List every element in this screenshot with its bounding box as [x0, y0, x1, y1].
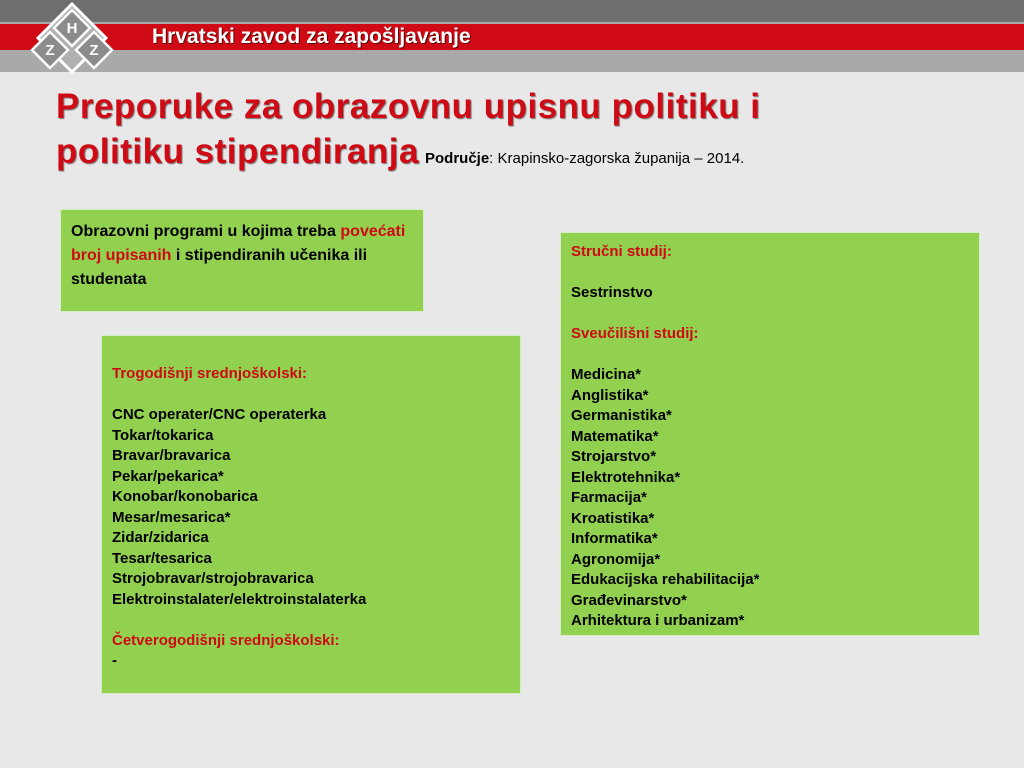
logo-letter-z2: Z: [89, 42, 99, 59]
list-item: Kroatistika*: [571, 509, 655, 527]
list-item: Germanistika*: [571, 407, 672, 424]
list-item: Pekar/pekarica*: [112, 467, 224, 485]
list-item: Anglistika*: [571, 386, 649, 404]
list-item: Konobar/konobarica: [112, 488, 258, 505]
list-item: Sestrinstvo: [571, 284, 653, 301]
list-item: Agronomija*: [571, 550, 661, 568]
list-item: Tesar/tesarica: [112, 549, 212, 567]
four-year-heading: Četverogodišnji srednjoškolski:: [112, 631, 340, 649]
list-item: Mesar/mesarica*: [112, 508, 231, 526]
secondary-school-box: [101, 335, 521, 694]
higher-education-box: [560, 232, 980, 636]
region-value: : Krapinsko-zagorska županija – 2014.: [489, 150, 745, 167]
logo-letter-z1: Z: [45, 42, 55, 59]
list-item: Medicina*: [571, 366, 642, 383]
university-study-heading: Sveučilišni studij:: [571, 325, 699, 342]
list-item: Strojarstvo*: [571, 448, 657, 465]
list-item: Farmacija*: [571, 489, 647, 506]
spacer: [112, 610, 510, 631]
hzz-logo: [20, 2, 124, 74]
org-name: Hrvatski zavod za zapošljavanje: [152, 25, 471, 48]
title-line-2-row: [56, 129, 986, 181]
spacer: [571, 345, 969, 366]
title-line-1: Preporuke za obrazovnu upisnu politiku i: [56, 87, 761, 126]
professional-study-heading: Stručni studij:: [571, 243, 672, 260]
list-item: Tokar/tokarica: [112, 426, 214, 444]
list-item: Elektroinstalater/elektroinstalaterka: [112, 590, 367, 608]
three-year-list: [112, 405, 510, 610]
list-item: Informatika*: [571, 530, 658, 547]
list-item: Građevinarstvo*: [571, 591, 687, 609]
intro-text-part2: i stipendiranih učenika ili studenata: [71, 247, 368, 288]
header-top-strip: [0, 0, 1024, 22]
page-title: [56, 84, 986, 181]
spacer: [571, 304, 969, 325]
four-year-value: -: [112, 652, 117, 669]
list-item: CNC operater/CNC operaterka: [112, 406, 327, 423]
intro-box: [60, 209, 424, 312]
list-item: Zidar/zidarica: [112, 529, 209, 546]
spacer: [571, 263, 969, 284]
list-item: Elektrotehnika*: [571, 468, 681, 486]
spacer: [112, 385, 510, 406]
three-year-heading: Trogodišnji srednjoškolski:: [112, 365, 308, 382]
list-item: Strojobravar/strojobravarica: [112, 570, 314, 587]
list-item: Arhitektura i urbanizam*: [571, 612, 745, 629]
list-item: Edukacijska rehabilitacija*: [571, 571, 760, 588]
university-study-list: [571, 365, 969, 632]
logo-letter-h: H: [66, 20, 78, 37]
list-item: Bravar/bravarica: [112, 447, 231, 464]
title-line-2: politiku stipendiranja: [56, 132, 419, 171]
list-item: Matematika*: [571, 427, 659, 445]
region-text: [425, 150, 744, 167]
region-label: Područje: [424, 150, 490, 167]
professional-study-list: [571, 283, 969, 304]
intro-highlight: povećati broj upisanih: [71, 223, 406, 264]
intro-text-part1: Obrazovni programi u kojima treba: [71, 223, 336, 240]
